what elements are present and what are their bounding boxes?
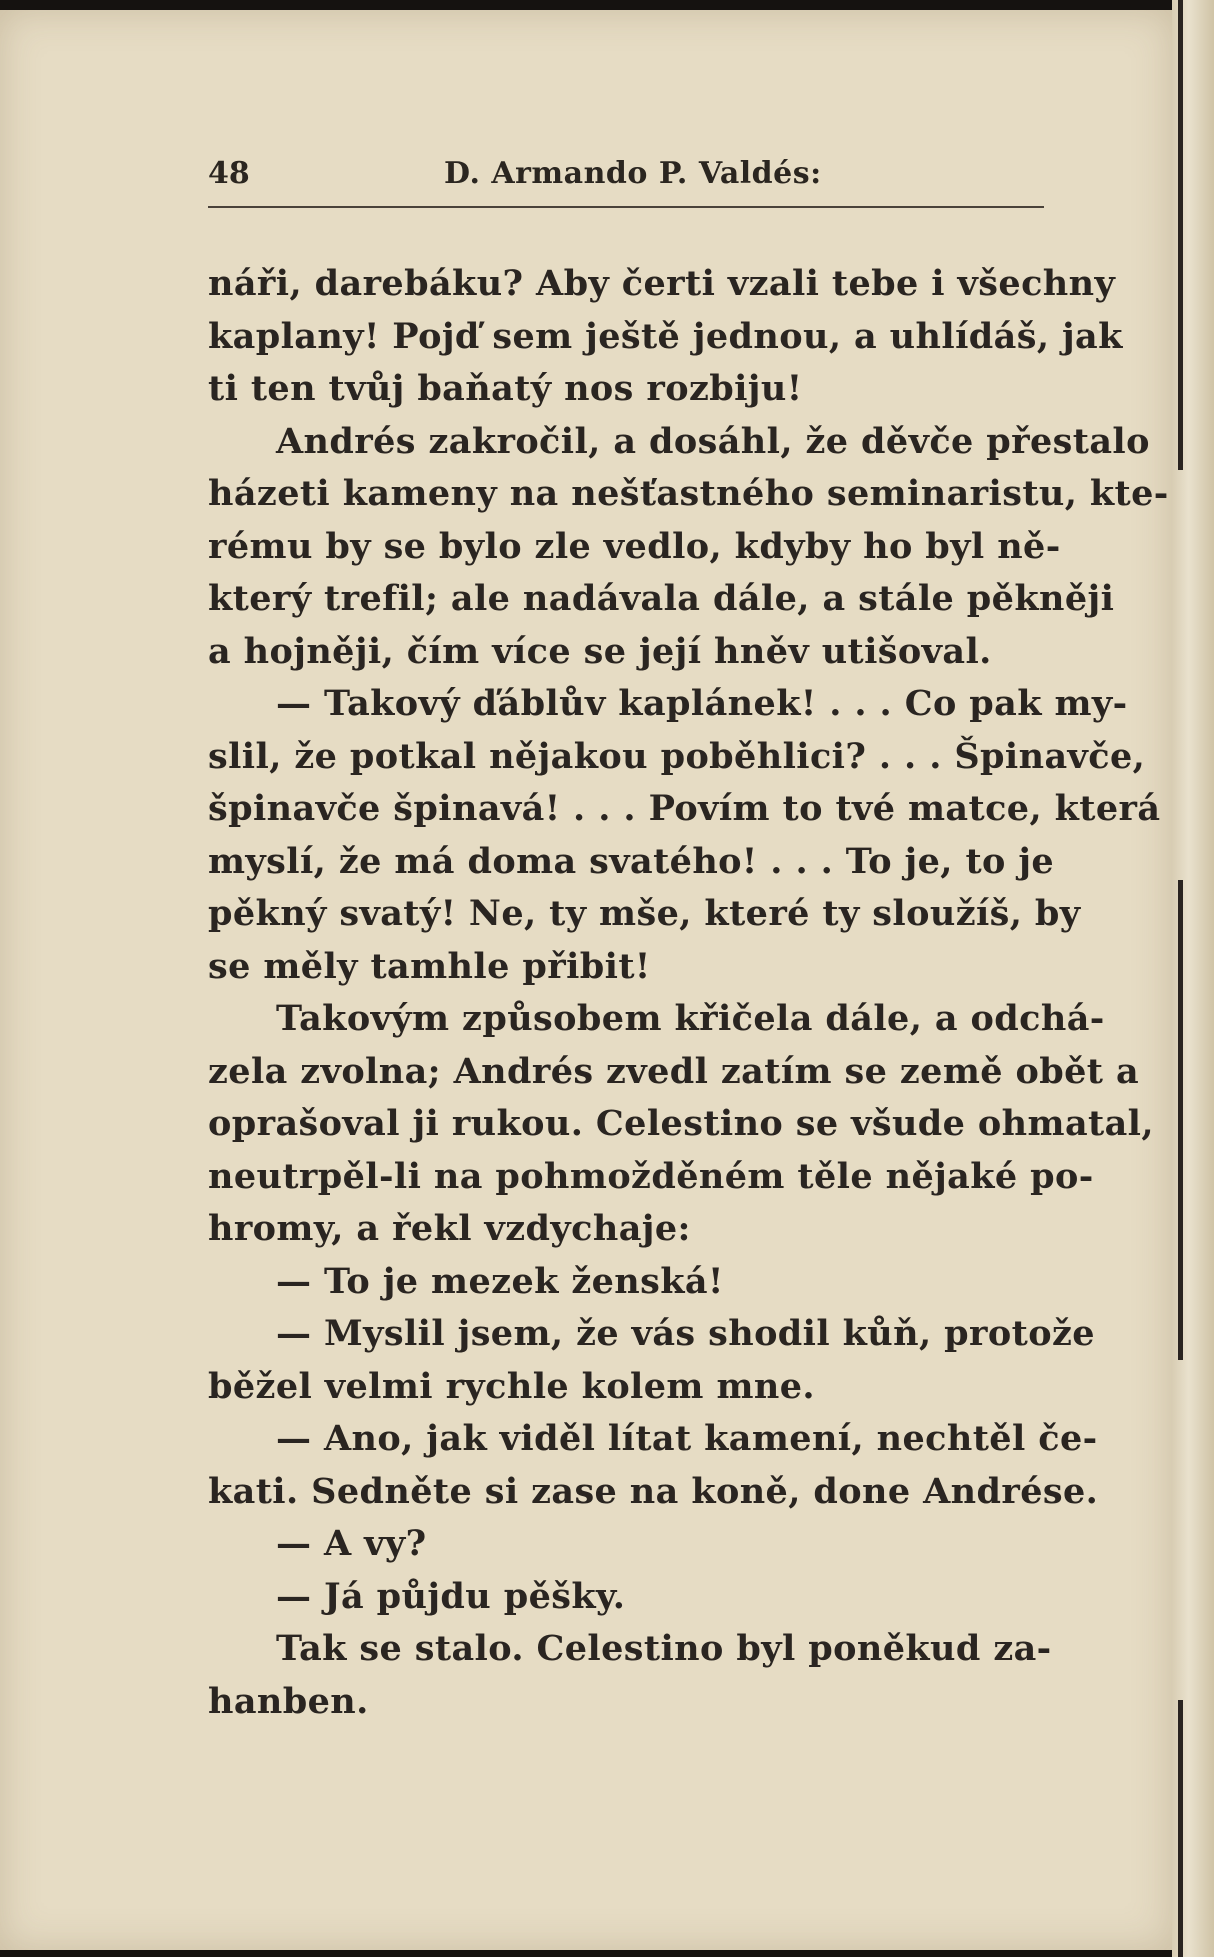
text-line: hanben.: [208, 1680, 369, 1722]
header-rule: [208, 206, 1044, 208]
edge-shadow: [1178, 0, 1183, 470]
text-line: pěkný svatý! Ne, ty mše, které ty sloužíš, by: [208, 893, 1081, 934]
text-line: — A vy?: [276, 1523, 427, 1564]
text-line: který trefil; ale nadávala dále, a stále pěkněji: [208, 578, 1115, 619]
text-line: — Ano, jak viděl lítat kamení, nechtěl če-: [276, 1418, 1098, 1459]
page-number: 48: [208, 156, 250, 191]
text-line: ti ten tvůj baňatý nos rozbiju!: [208, 368, 803, 409]
text-line: kaplany! Pojď sem ještě jednou, a uhlídáš, jak: [208, 315, 1123, 357]
body-text: [208, 258, 1169, 1728]
text-line: hromy, a řekl vzdychaje:: [208, 1208, 691, 1249]
text-line: — Já půjdu pěšky.: [276, 1575, 626, 1617]
running-title: D. Armando P. Valdés:: [444, 156, 822, 191]
text-line: — To je mezek ženská!: [276, 1260, 724, 1302]
text-line: Takovým způsobem křičela dále, a odchá-: [276, 998, 1105, 1039]
text-line: — Takový ďáblův kaplánek! . . . Co pak my-: [276, 683, 1128, 724]
text-line: — Myslil jsem, že vás shodil kůň, protože: [276, 1313, 1095, 1354]
text-line: zela zvolna; Andrés zvedl zatím se země obět a: [208, 1050, 1140, 1092]
text-line: Andrés zakročil, a dosáhl, že děvče přestalo: [276, 420, 1150, 462]
text-line: kati. Sedněte si zase na koně, done Andrése.: [208, 1470, 1099, 1512]
text-line: neutrpěl-li na pohmožděném těle nějaké po-: [208, 1155, 1094, 1197]
edge-shadow: [1178, 1700, 1183, 1957]
text-line: myslí, že má doma svatého! . . . To je, to je: [208, 840, 1055, 882]
text-line: špinavče špinavá! . . . Povím to tvé matce, která: [208, 788, 1161, 829]
book-page: [0, 10, 1172, 1950]
text-line: házeti kameny na nešťastného seminaristu, kte-: [208, 473, 1169, 514]
page-header: [208, 156, 1038, 196]
text-line: Tak se stalo. Celestino byl poněkud za-: [276, 1628, 1052, 1669]
text-line: rému by se bylo zle vedlo, kdyby ho byl ně-: [208, 525, 1061, 567]
text-line: náři, darebáku? Aby čerti vzali tebe i všechny: [208, 263, 1116, 304]
text-line: a hojněji, čím více se její hněv utišoval.: [208, 630, 992, 672]
text-line: běžel velmi rychle kolem mne.: [208, 1365, 815, 1407]
edge-shadow: [1178, 880, 1183, 1360]
text-line: se měly tamhle přibit!: [208, 945, 651, 987]
text-line: slil, že potkal nějakou poběhlici? . . . Špinavče,: [208, 735, 1146, 777]
text-line: oprašoval ji rukou. Celestino se všude ohmatal,: [208, 1103, 1154, 1144]
